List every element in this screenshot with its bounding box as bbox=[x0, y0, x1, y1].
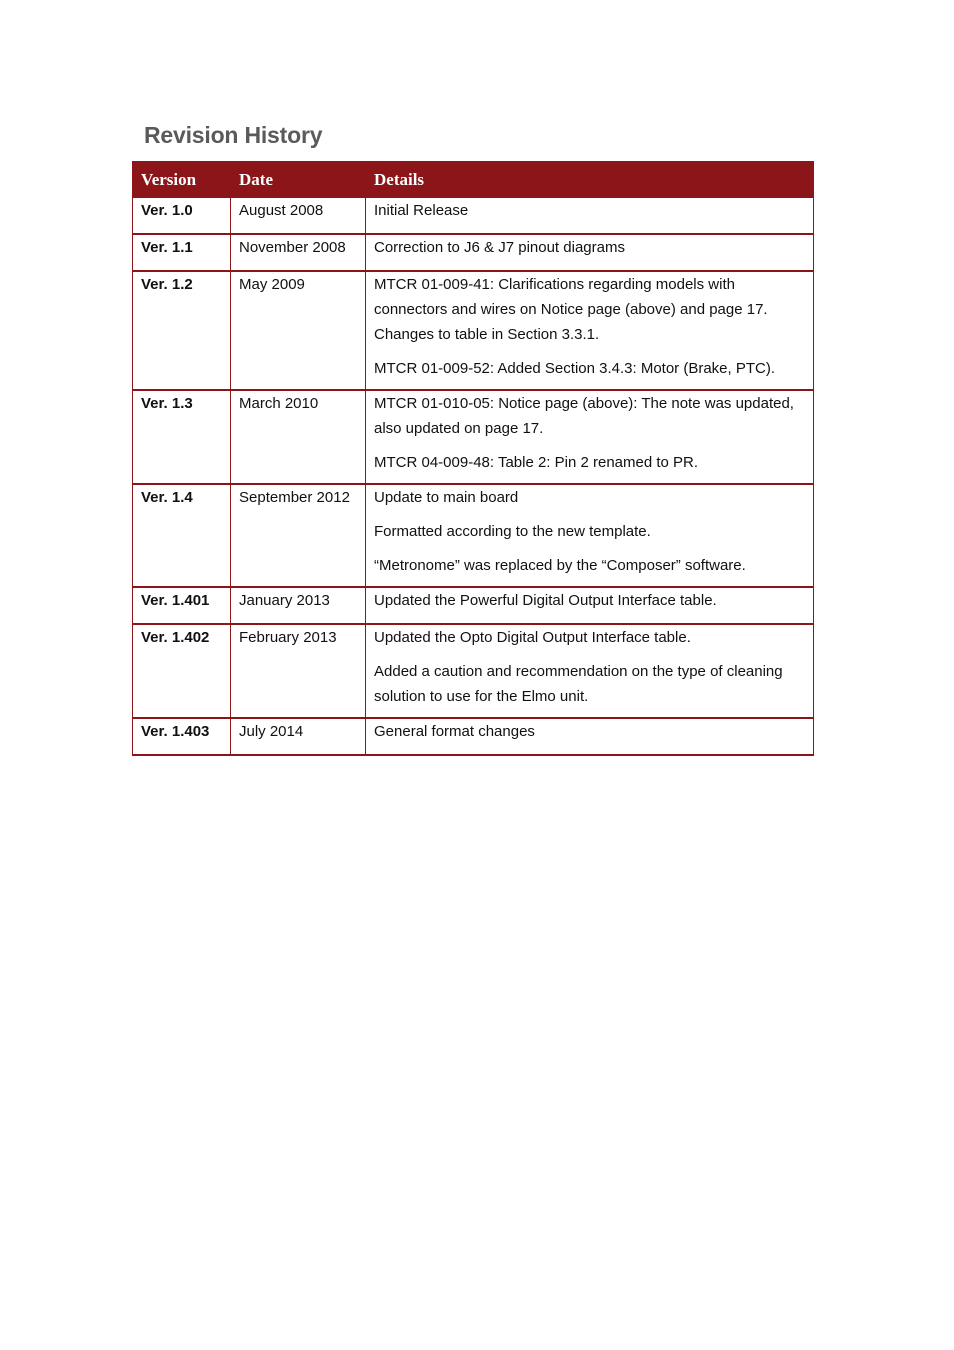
details-cell bbox=[366, 718, 814, 755]
details-paragraph: Correction to J6 & J7 pinout diagrams bbox=[374, 239, 625, 256]
date-cell: November 2008 bbox=[231, 234, 366, 271]
details-paragraph: “Metronome” was replaced by the “Composer” software. bbox=[374, 557, 746, 574]
details-paragraph: Update to main board bbox=[374, 489, 519, 506]
details-cell bbox=[366, 198, 814, 235]
details-cell bbox=[366, 390, 814, 484]
table-row bbox=[133, 390, 814, 484]
details-cell bbox=[366, 234, 814, 271]
details-cell bbox=[366, 484, 814, 587]
table-row bbox=[133, 624, 814, 718]
details-paragraph: Initial Release bbox=[374, 202, 469, 219]
date-cell: May 2009 bbox=[231, 271, 366, 390]
details-paragraph: MTCR 01-009-52: Added Section 3.4.3: Motor (Brake, PTC). bbox=[374, 360, 776, 377]
details-cell bbox=[366, 587, 814, 624]
date-cell: July 2014 bbox=[231, 718, 366, 755]
version-cell: Ver. 1.401 bbox=[133, 587, 231, 624]
table-row bbox=[133, 271, 814, 390]
table-row bbox=[133, 587, 814, 624]
date-cell: March 2010 bbox=[231, 390, 366, 484]
date-cell: September 2012 bbox=[231, 484, 366, 587]
version-cell: Ver. 1.3 bbox=[133, 390, 231, 484]
version-cell: Ver. 1.402 bbox=[133, 624, 231, 718]
version-cell: Ver. 1.403 bbox=[133, 718, 231, 755]
details-paragraph: MTCR 04-009-48: Table 2: Pin 2 renamed to PR. bbox=[374, 454, 699, 471]
details-cell bbox=[366, 271, 814, 390]
details-cell bbox=[366, 624, 814, 718]
column-header-version: Version bbox=[133, 162, 231, 198]
details-paragraph: Formatted according to the new template. bbox=[374, 523, 651, 540]
details-paragraph: General format changes bbox=[374, 723, 535, 740]
details-paragraph: MTCR 01-010-05: Notice page (above): The note was updated, also updated on page 17. bbox=[374, 395, 794, 437]
date-cell: January 2013 bbox=[231, 587, 366, 624]
table-row bbox=[133, 198, 814, 235]
date-cell: February 2013 bbox=[231, 624, 366, 718]
version-cell: Ver. 1.4 bbox=[133, 484, 231, 587]
table-header-row bbox=[133, 162, 814, 198]
page-title: Revision History bbox=[144, 122, 323, 148]
details-paragraph: Updated the Opto Digital Output Interface table. bbox=[374, 629, 691, 646]
version-cell: Ver. 1.1 bbox=[133, 234, 231, 271]
table-row bbox=[133, 718, 814, 755]
details-paragraph: Updated the Powerful Digital Output Interface table. bbox=[374, 592, 717, 609]
details-paragraph: Added a caution and recommendation on the type of cleaning solution to use for the Elmo unit. bbox=[374, 663, 783, 705]
column-header-details: Details bbox=[366, 162, 814, 198]
table-row bbox=[133, 484, 814, 587]
version-cell: Ver. 1.0 bbox=[133, 198, 231, 235]
date-cell: August 2008 bbox=[231, 198, 366, 235]
table-row bbox=[133, 234, 814, 271]
column-header-date: Date bbox=[231, 162, 366, 198]
details-paragraph: MTCR 01-009-41: Clarifications regarding models with connectors and wires on Notice page (above) and page 17. Changes to table in Section 3.3.1. bbox=[374, 276, 768, 343]
revision-history-table bbox=[132, 161, 814, 756]
version-cell: Ver. 1.2 bbox=[133, 271, 231, 390]
